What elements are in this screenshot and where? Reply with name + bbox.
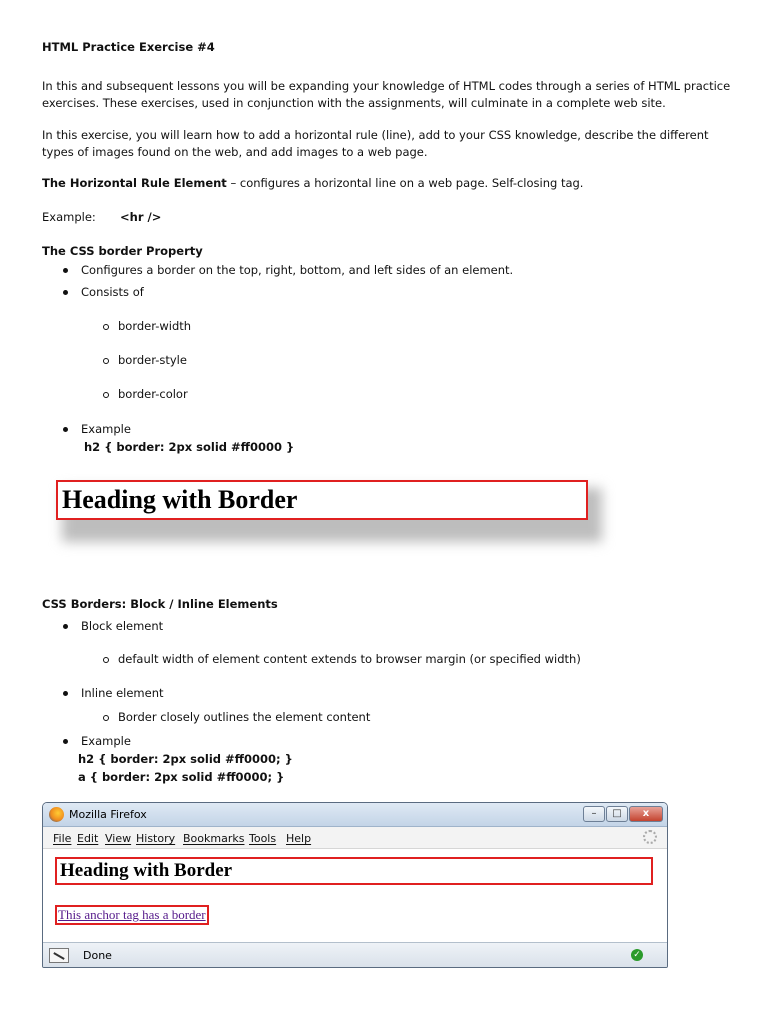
bullet-dot <box>63 290 68 295</box>
bullet-dot <box>63 739 68 744</box>
sub-bullet-circle <box>103 715 109 721</box>
menu-bar <box>43 827 667 849</box>
menu-edit[interactable]: Edit <box>77 832 99 845</box>
border-example-code: h2 { border: 2px solid #ff0000 } <box>84 440 295 454</box>
block-example-code-a: a { border: 2px solid #ff0000; } <box>78 770 285 784</box>
heading-border-text: Heading with Border <box>62 485 298 514</box>
menu-tools[interactable]: Tools <box>249 832 277 845</box>
inline-bullet: Inline element <box>81 686 164 700</box>
bullet-dot <box>63 691 68 696</box>
block-bullet: Block element <box>81 619 164 633</box>
status-text: Done <box>83 949 112 962</box>
block-inline-heading: CSS Borders: Block / Inline Elements <box>42 597 278 611</box>
bullet-dot <box>63 624 68 629</box>
firefox-logo-icon <box>49 807 64 822</box>
heading-border-image <box>50 474 610 554</box>
border-sub-2: border-style <box>118 353 187 367</box>
menu-history[interactable]: History <box>136 832 176 845</box>
minimize-button[interactable]: – <box>583 806 605 822</box>
bullet-dot <box>63 268 68 273</box>
block-example-code-h2: h2 { border: 2px solid #ff0000; } <box>78 752 293 766</box>
sub-bullet-circle <box>103 358 109 364</box>
menu-help[interactable]: Help <box>286 832 312 845</box>
menu-bookmarks[interactable]: Bookmarks <box>183 832 245 845</box>
border-bullet-2: Consists of <box>81 285 144 299</box>
window-title: Mozilla Firefox <box>69 808 147 821</box>
status-bar <box>43 942 667 968</box>
block-example-label: Example <box>81 734 131 748</box>
hr-heading: The Horizontal Rule Element <box>42 176 227 190</box>
border-bullet-1: Configures a border on the top, right, bottom, and left sides of an element. <box>81 263 514 277</box>
menu-view[interactable]: View <box>105 832 132 845</box>
firefox-window-screenshot <box>42 802 668 968</box>
example-label: Example: <box>42 210 96 224</box>
check-icon: ✓ <box>631 949 643 961</box>
intro-paragraph: In this and subsequent lessons you will be expanding your knowledge of HTML codes through a series of HTML practice exercises. These exercises, used in conjunction with the assignments, will culminate in a complete web site. <box>42 79 731 110</box>
bullet-dot <box>63 427 68 432</box>
border-example-label: Example <box>81 422 131 436</box>
border-sub-3: border-color <box>118 387 188 401</box>
window-title-bar <box>43 803 667 827</box>
maximize-button[interactable]: □ <box>606 806 628 822</box>
border-heading: The CSS border Property <box>42 244 203 258</box>
doc-title: HTML Practice Exercise #4 <box>42 40 215 54</box>
page-content <box>43 850 667 942</box>
inline-sub: Border closely outlines the element content <box>118 710 371 724</box>
bordered-heading-text: Heading with Border <box>60 860 233 881</box>
hr-desc-text: – configures a horizontal line on a web page. Self-closing tag. <box>226 176 584 190</box>
status-page-icon <box>49 948 69 963</box>
heading-border-box <box>56 480 588 520</box>
close-button[interactable]: x <box>629 806 663 822</box>
sub-bullet-circle <box>103 324 109 330</box>
activity-throbber-icon <box>643 830 657 844</box>
menu-file[interactable]: File <box>53 832 72 845</box>
exercise-paragraph: In this exercise, you will learn how to add a horizontal rule (line), add to your CSS knowledge, describe the different types of images found on the web, and add images to a web page. <box>42 128 709 159</box>
hr-description <box>42 176 583 190</box>
sub-bullet-circle <box>103 657 109 663</box>
example-code: <hr /> <box>120 210 162 224</box>
border-sub-1: border-width <box>118 319 192 333</box>
block-sub: default width of element content extends to browser margin (or specified width) <box>118 652 581 666</box>
bordered-anchor-link[interactable]: This anchor tag has a border <box>55 905 209 925</box>
sub-bullet-circle <box>103 392 109 398</box>
bordered-heading <box>55 857 653 885</box>
